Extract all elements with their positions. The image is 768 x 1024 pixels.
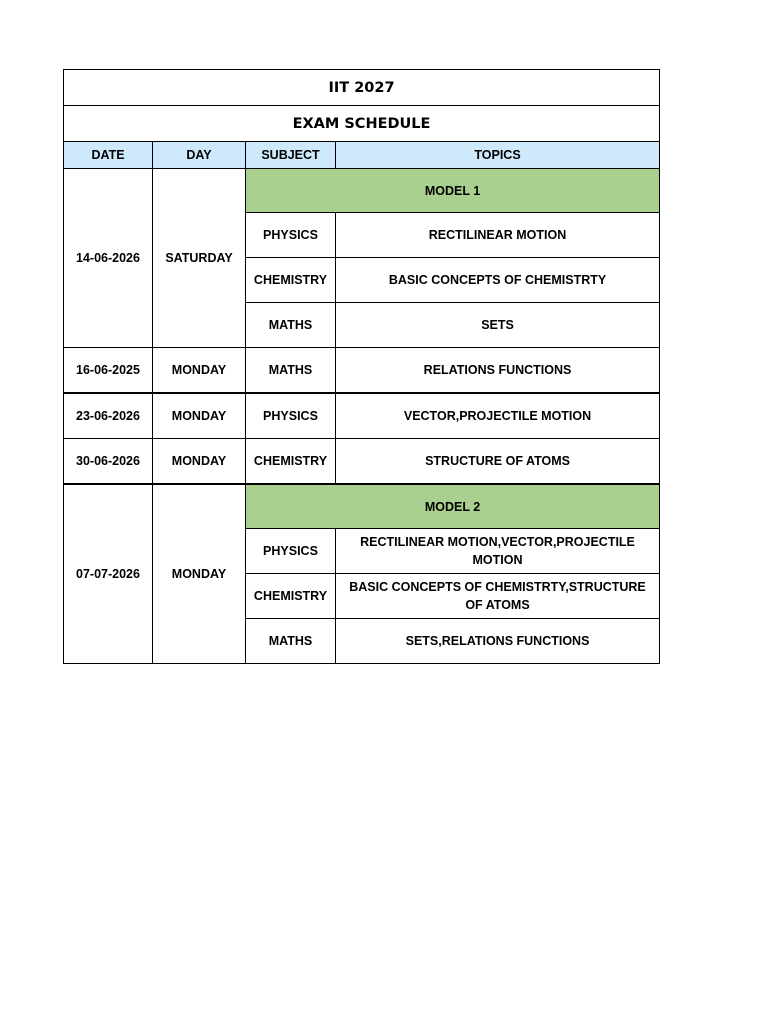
subject-cell: MATHS	[246, 348, 336, 394]
day-cell: MONDAY	[153, 348, 246, 394]
header-day: DAY	[153, 142, 246, 169]
page-subtitle: EXAM SCHEDULE	[64, 106, 660, 142]
subtitle-row	[64, 106, 660, 142]
day-cell: MONDAY	[153, 393, 246, 439]
subject-cell: PHYSICS	[246, 213, 336, 258]
title-row	[64, 70, 660, 106]
subject-cell: MATHS	[246, 303, 336, 348]
table-row	[64, 348, 660, 394]
date-cell: 23-06-2026	[64, 393, 153, 439]
header-row	[64, 142, 660, 169]
topics-cell: SETS,RELATIONS FUNCTIONS	[336, 619, 660, 664]
model-label: MODEL 2	[246, 484, 660, 529]
date-cell: 30-06-2026	[64, 439, 153, 485]
table-row	[64, 393, 660, 439]
topics-cell: BASIC CONCEPTS OF CHEMISTRTY,STRUCTURE OF ATOMS	[336, 574, 660, 619]
header-subject: SUBJECT	[246, 142, 336, 169]
subject-cell: CHEMISTRY	[246, 439, 336, 485]
table-row	[64, 484, 660, 529]
topics-cell: STRUCTURE OF ATOMS	[336, 439, 660, 485]
page-title: IIT 2027	[64, 70, 660, 106]
header-topics: TOPICS	[336, 142, 660, 169]
subject-cell: PHYSICS	[246, 529, 336, 574]
topics-cell: RECTILINEAR MOTION,VECTOR,PROJECTILE MOTION	[336, 529, 660, 574]
day-cell: SATURDAY	[153, 169, 246, 348]
subject-cell: CHEMISTRY	[246, 574, 336, 619]
topics-cell: RECTILINEAR MOTION	[336, 213, 660, 258]
topics-cell: BASIC CONCEPTS OF CHEMISTRTY	[336, 258, 660, 303]
topics-cell: VECTOR,PROJECTILE MOTION	[336, 393, 660, 439]
topics-cell: RELATIONS FUNCTIONS	[336, 348, 660, 394]
subject-cell: CHEMISTRY	[246, 258, 336, 303]
table-row	[64, 439, 660, 485]
header-date: DATE	[64, 142, 153, 169]
topics-cell: SETS	[336, 303, 660, 348]
exam-schedule-table	[63, 69, 660, 664]
day-cell: MONDAY	[153, 484, 246, 664]
model-label: MODEL 1	[246, 169, 660, 213]
date-cell: 16-06-2025	[64, 348, 153, 394]
table-row	[64, 169, 660, 213]
date-cell: 07-07-2026	[64, 484, 153, 664]
day-cell: MONDAY	[153, 439, 246, 485]
subject-cell: MATHS	[246, 619, 336, 664]
date-cell: 14-06-2026	[64, 169, 153, 348]
subject-cell: PHYSICS	[246, 393, 336, 439]
